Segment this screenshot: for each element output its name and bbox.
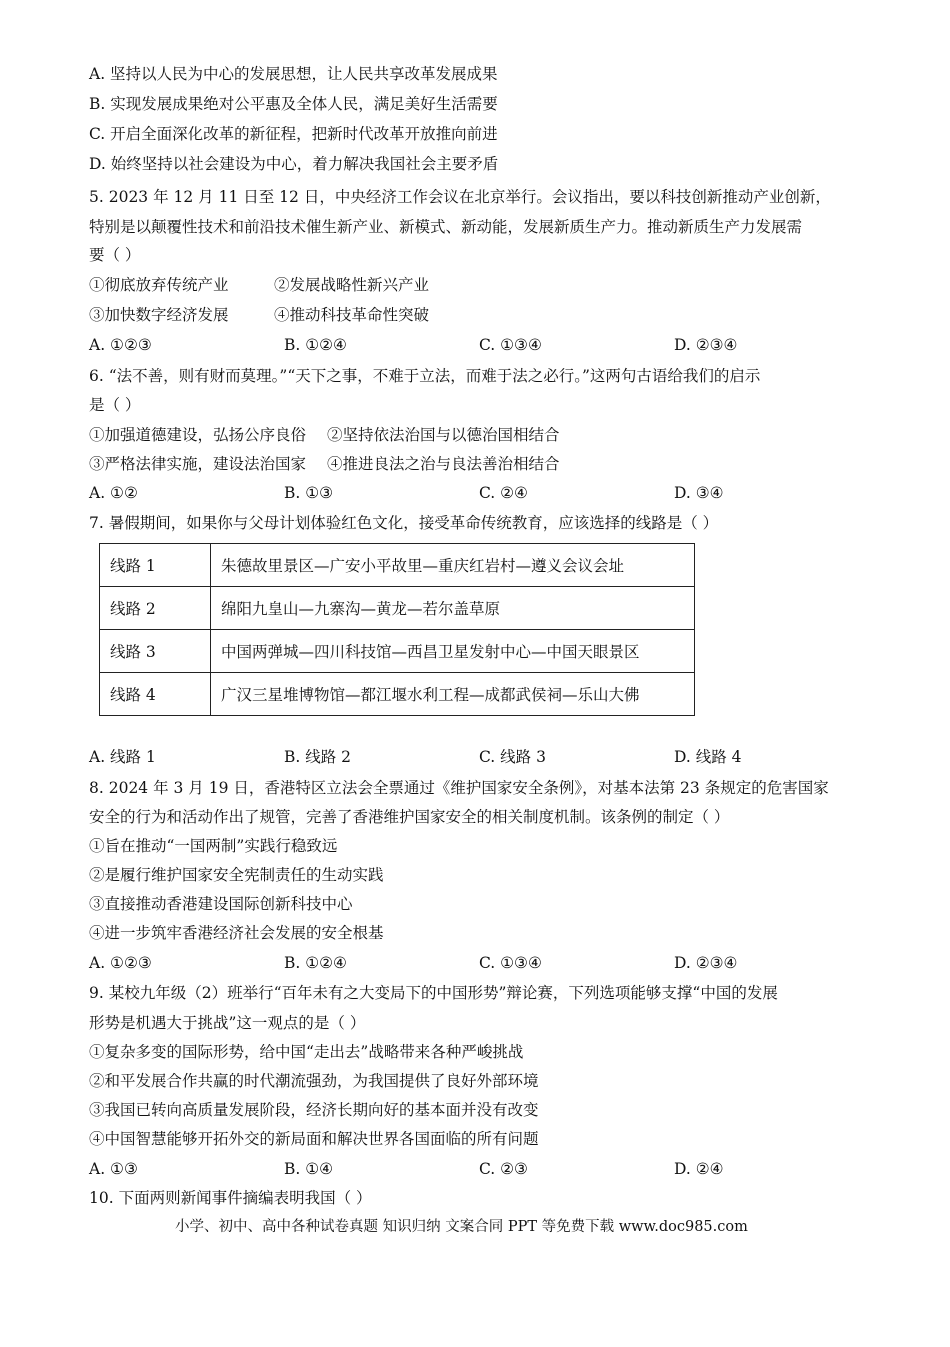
q5-stem-line-1: 5. 2023 年 12 月 11 日至 12 日，中央经济工作会议在北京举行。会议指出，要以科技创新推动产业创新， xyxy=(89,188,831,206)
q8-statement-4: ④进一步筑牢香港经济社会发展的安全根基 xyxy=(89,924,384,942)
q5-statement-2: ②发展战略性新兴产业 xyxy=(274,276,430,294)
q9-stem-line-1: 9. 某校九年级（2）班举行“百年未有之大变局下的中国形势”辩论赛，下列选项能够支撑“中国的发展 xyxy=(89,984,778,1002)
q8-statement-2: ②是履行维护国家安全宪制责任的生动实践 xyxy=(89,866,384,884)
q5-statement-1: ①彻底放弃传统产业 xyxy=(89,276,229,294)
q6-statement-2: ②坚持依法治国与以德治国相结合 xyxy=(327,426,560,444)
q7-choice-b: B. 线路 2 xyxy=(284,748,352,766)
q6-choice-c: C. ②④ xyxy=(479,484,528,502)
q9-statement-3: ③我国已转向高质量发展阶段，经济长期向好的基本面并没有改变 xyxy=(89,1101,539,1119)
q7-choice-c: C. 线路 3 xyxy=(479,748,546,766)
q6-statement-1: ①加强道德建设，弘扬公序良俗 xyxy=(89,426,307,444)
table-row xyxy=(100,544,695,587)
q5-statement-3: ③加快数字经济发展 xyxy=(89,306,229,324)
q8-statement-1: ①旨在推动“一国两制”实践行稳致远 xyxy=(89,837,338,855)
q8-choice-a: A. ①②③ xyxy=(89,954,152,972)
q6-choice-a: A. ①② xyxy=(89,484,138,502)
q7-stem: 7. 暑假期间，如果你与父母计划体验红色文化，接受革命传统教育，应该选择的线路是（ ） xyxy=(89,514,719,532)
q6-choice-b: B. ①③ xyxy=(284,484,334,502)
q8-stem-line-2: 安全的行为和活动作出了规管，完善了香港维护国家安全的相关制度机制。该条例的制定（ ） xyxy=(89,808,730,826)
q4-option-d: D. 始终坚持以社会建设为中心，着力解决我国社会主要矛盾 xyxy=(89,155,499,173)
q6-stem-line-2: 是（ ） xyxy=(89,396,141,414)
q9-choice-d: D. ②④ xyxy=(674,1160,724,1178)
route-desc: 绵阳九皇山—九寨沟—黄龙—若尔盖草原 xyxy=(211,587,695,630)
q6-statement-4: ④推进良法之治与良法善治相结合 xyxy=(327,455,560,473)
q8-statement-3: ③直接推动香港建设国际创新科技中心 xyxy=(89,895,353,913)
q7-route-table xyxy=(99,543,695,716)
q4-option-a: A. 坚持以人民为中心的发展思想，让人民共享改革发展成果 xyxy=(89,65,498,83)
q8-choice-c: C. ①③④ xyxy=(479,954,542,972)
q9-statement-1: ①复杂多变的国际形势，给中国“走出去”战略带来各种严峻挑战 xyxy=(89,1043,524,1061)
route-name: 线路 4 xyxy=(100,673,211,716)
q5-choice-d: D. ②③④ xyxy=(674,336,738,354)
route-desc: 朱德故里景区—广安小平故里—重庆红岩村—遵义会议会址 xyxy=(211,544,695,587)
route-name: 线路 1 xyxy=(100,544,211,587)
q7-choice-a: A. 线路 1 xyxy=(89,748,156,766)
q8-choice-d: D. ②③④ xyxy=(674,954,738,972)
q7-choice-d: D. 线路 4 xyxy=(674,748,742,766)
q9-statement-2: ②和平发展合作共赢的时代潮流强劲，为我国提供了良好外部环境 xyxy=(89,1072,539,1090)
q9-choice-a: A. ①③ xyxy=(89,1160,138,1178)
q5-choice-a: A. ①②③ xyxy=(89,336,152,354)
q4-option-c: C. 开启全面深化改革的新征程，把新时代改革开放推向前进 xyxy=(89,125,498,143)
q9-choice-b: B. ①④ xyxy=(284,1160,334,1178)
table-row xyxy=(100,673,695,716)
q9-statement-4: ④中国智慧能够开拓外交的新局面和解决世界各国面临的所有问题 xyxy=(89,1130,539,1148)
route-desc: 中国两弹城—四川科技馆—西昌卫星发射中心—中国天眼景区 xyxy=(211,630,695,673)
q5-stem-line-3: 要（ ） xyxy=(89,246,141,264)
q6-choice-d: D. ③④ xyxy=(674,484,724,502)
table-row xyxy=(100,630,695,673)
route-name: 线路 2 xyxy=(100,587,211,630)
q10-stem: 10. 下面两则新闻事件摘编表明我国（ ） xyxy=(89,1189,372,1207)
q5-choice-c: C. ①③④ xyxy=(479,336,542,354)
table-row xyxy=(100,587,695,630)
q8-stem-line-1: 8. 2024 年 3 月 19 日，香港特区立法会全票通过《维护国家安全条例》，对基本法第 23 条规定的危害国家 xyxy=(89,779,829,797)
route-desc: 广汉三星堆博物馆—都江堰水利工程—成都武侯祠—乐山大佛 xyxy=(211,673,695,716)
page-footer: 小学、初中、高中各种试卷真题 知识归纳 文案合同 PPT 等免费下载 www.doc985.com xyxy=(175,1219,748,1235)
q5-stem-line-2: 特别是以颠覆性技术和前沿技术催生新产业、新模式、新动能，发展新质生产力。推动新质生产力发展需 xyxy=(89,218,803,236)
q5-statement-4: ④推动科技革命性突破 xyxy=(274,306,430,324)
route-name: 线路 3 xyxy=(100,630,211,673)
q5-choice-b: B. ①②④ xyxy=(284,336,347,354)
q6-statement-3: ③严格法律实施，建设法治国家 xyxy=(89,455,307,473)
q8-choice-b: B. ①②④ xyxy=(284,954,347,972)
q9-choice-c: C. ②③ xyxy=(479,1160,528,1178)
q4-option-b: B. 实现发展成果绝对公平惠及全体人民，满足美好生活需要 xyxy=(89,95,498,113)
q9-stem-line-2: 形势是机遇大于挑战”这一观点的是（ ） xyxy=(89,1014,366,1032)
q6-stem-line-1: 6. “法不善，则有财而莫理。”“天下之事，不难于立法，而难于法之必行。”这两句古语给我们的启示 xyxy=(89,367,761,385)
